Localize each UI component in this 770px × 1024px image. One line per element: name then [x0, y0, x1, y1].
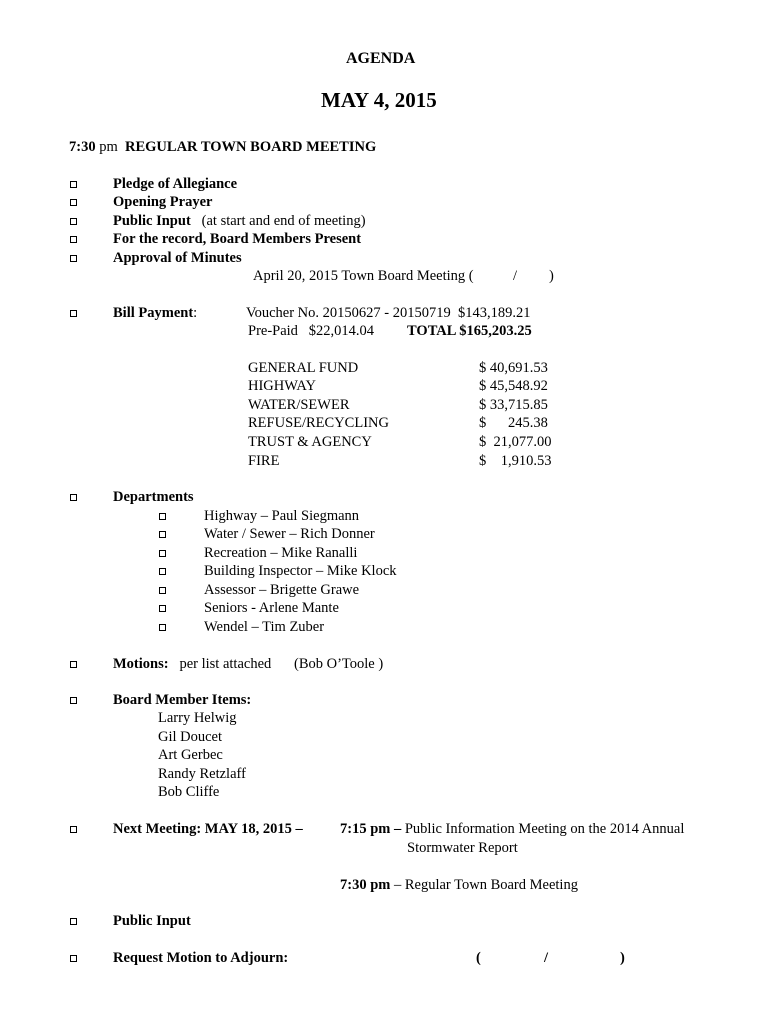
department-item: Wendel – Tim Zuber — [204, 619, 325, 635]
department-item: Recreation – Mike Ranalli — [204, 545, 358, 561]
checkbox-icon — [70, 697, 77, 704]
next-meeting-first-time: 7:15 pm – — [340, 821, 402, 837]
motions-label: Motions: — [113, 656, 169, 672]
checkbox-icon — [70, 218, 77, 225]
board-member: Gil Doucet — [158, 729, 223, 745]
meeting-heading — [69, 138, 376, 156]
checkbox-icon — [159, 624, 166, 631]
board-member: Art Gerbec — [158, 747, 223, 763]
prepaid-amount: Pre-Paid $22,014.04 — [248, 323, 375, 339]
fund-amount: $ 1,910.53 — [479, 453, 552, 469]
motions-by: (Bob O’Toole ) — [294, 656, 384, 672]
item-pledge: Pledge of Allegiance — [113, 176, 238, 192]
checkbox-icon — [159, 587, 166, 594]
item-public-input-label: Public Input — [113, 213, 191, 229]
meeting-name: REGULAR TOWN BOARD MEETING — [125, 139, 377, 155]
fund-name: WATER/SEWER — [248, 397, 350, 413]
minutes-close: ) — [549, 268, 554, 284]
item-public-input-note: (at start and end of meeting) — [201, 213, 366, 229]
fund-name: HIGHWAY — [248, 378, 316, 394]
checkbox-icon — [159, 513, 166, 520]
minutes-line — [253, 267, 554, 285]
next-meeting-second-text: – Regular Town Board Meeting — [393, 877, 578, 893]
fund-name: GENERAL FUND — [248, 360, 359, 376]
checkbox-icon — [159, 605, 166, 612]
item-board-present: For the record, Board Members Present — [113, 231, 362, 247]
checkbox-icon — [70, 955, 77, 962]
bill-payment-title: Bill Payment — [113, 305, 194, 321]
agenda-title: AGENDA — [346, 50, 416, 67]
next-meeting-label: Next Meeting: MAY 18, 2015 – — [113, 821, 303, 837]
checkbox-icon — [159, 531, 166, 538]
adjourn-open: ( — [476, 950, 481, 966]
next-meeting-first-cont: Stormwater Report — [407, 840, 518, 856]
motions-text: per list attached — [179, 656, 272, 672]
next-meeting-second — [340, 876, 578, 894]
next-meeting-first — [340, 820, 684, 838]
bill-payment-label — [113, 304, 197, 322]
checkbox-icon — [70, 918, 77, 925]
department-item: Building Inspector – Mike Klock — [204, 563, 397, 579]
fund-name: REFUSE/RECYCLING — [248, 415, 389, 431]
checkbox-icon — [70, 236, 77, 243]
meeting-time: 7:30 — [69, 139, 96, 155]
item-prayer: Opening Prayer — [113, 194, 213, 210]
public-input-label: Public Input — [113, 913, 191, 929]
checkbox-icon — [70, 255, 77, 262]
adjourn-slash: / — [544, 950, 549, 966]
fund-amount: $ 45,548.92 — [479, 378, 548, 394]
board-member: Larry Helwig — [158, 710, 237, 726]
adjourn-label: Request Motion to Adjourn: — [113, 950, 289, 966]
fund-name: FIRE — [248, 453, 280, 469]
fund-name: TRUST & AGENCY — [248, 434, 372, 450]
next-meeting-second-time: 7:30 pm — [340, 877, 391, 893]
board-member: Bob Cliffe — [158, 784, 220, 800]
adjourn-close: ) — [620, 950, 625, 966]
item-public-input — [113, 212, 366, 230]
prepaid-line — [248, 322, 532, 340]
department-item: Assessor – Brigette Grawe — [204, 582, 360, 598]
agenda-date: MAY 4, 2015 — [321, 88, 437, 112]
checkbox-icon — [70, 181, 77, 188]
department-item: Seniors - Arlene Mante — [204, 600, 339, 616]
checkbox-icon — [159, 550, 166, 557]
board-member: Randy Retzlaff — [158, 766, 246, 782]
checkbox-icon — [70, 661, 77, 668]
department-item: Water / Sewer – Rich Donner — [204, 526, 375, 542]
checkbox-icon — [70, 310, 77, 317]
checkbox-icon — [70, 494, 77, 501]
checkbox-icon — [70, 199, 77, 206]
fund-amount: $ 40,691.53 — [479, 360, 548, 376]
department-item: Highway – Paul Siegmann — [204, 508, 360, 524]
checkbox-icon — [70, 826, 77, 833]
checkbox-icon — [159, 568, 166, 575]
fund-amount: $ 33,715.85 — [479, 397, 548, 413]
bill-total: TOTAL $165,203.25 — [407, 323, 532, 339]
departments-label: Departments — [113, 489, 194, 505]
fund-amount: $ 21,077.00 — [479, 434, 552, 450]
meeting-time-suffix: pm — [99, 139, 118, 155]
next-meeting-first-text: Public Information Meeting on the 2014 Annual — [404, 821, 685, 837]
minutes-text: April 20, 2015 Town Board Meeting ( — [253, 268, 474, 284]
minutes-slash: / — [513, 268, 518, 284]
board-items-label: Board Member Items: — [113, 692, 252, 708]
bill-payment-colon: : — [193, 305, 198, 321]
item-approval-minutes: Approval of Minutes — [113, 250, 242, 266]
voucher-line: Voucher No. 20150627 - 20150719 $143,189.21 — [246, 305, 531, 321]
fund-amount: $ 245.38 — [479, 415, 548, 431]
motions-line — [113, 655, 384, 673]
